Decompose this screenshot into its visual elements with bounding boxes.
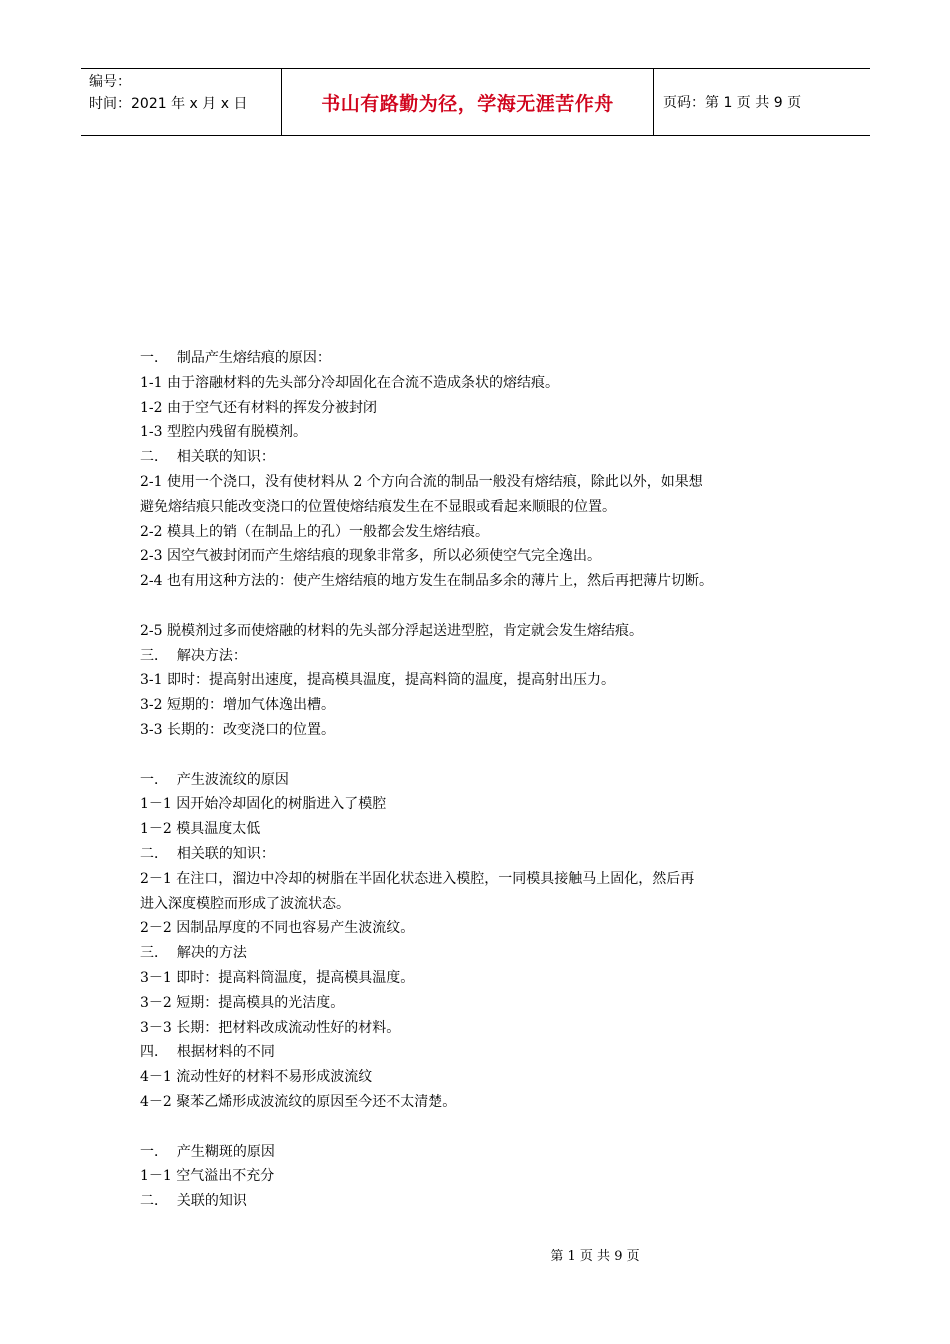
text-line: 2－1 在注口，溜边中冷却的树脂在半固化状态进入模腔，一同模具接触马上固化，然后再 bbox=[140, 870, 695, 887]
text-line: 1-2 由于空气还有材料的挥发分被封闭 bbox=[140, 399, 377, 416]
text-line: 1-1 由于溶融材料的先头部分冷却固化在合流不造成条状的熔结痕。 bbox=[140, 374, 559, 391]
text-line: 3－1 即时：提高料筒温度，提高模具温度。 bbox=[140, 969, 415, 986]
blank-line bbox=[140, 594, 840, 619]
text-line: 一． 产生糊斑的原因 bbox=[140, 1143, 275, 1160]
text-line: 二． 关联的知识 bbox=[140, 1193, 247, 1210]
text-line: 2-3 因空气被封闭而产生熔结痕的现象非常多，所以必须使空气完全逸出。 bbox=[140, 548, 601, 565]
text-line: 一． 产生波流纹的原因 bbox=[140, 771, 289, 788]
text-line: 1－1 因开始冷却固化的树脂进入了模腔 bbox=[140, 796, 387, 813]
text-line: 4－2 聚苯乙烯形成波流纹的原因至今还不太清楚。 bbox=[140, 1093, 457, 1110]
text-line: 3－2 短期：提高模具的光洁度。 bbox=[140, 994, 345, 1011]
text-line: 进入深度模腔而形成了波流状态。 bbox=[140, 895, 350, 912]
text-line: 1－2 模具温度太低 bbox=[140, 821, 261, 838]
header-motto-cell bbox=[282, 69, 654, 135]
text-line: 4－1 流动性好的材料不易形成波流纹 bbox=[140, 1069, 373, 1086]
text-line: 三． 解决方法： bbox=[140, 647, 247, 664]
document-body bbox=[140, 346, 840, 1214]
text-line: 3－3 长期：把材料改成流动性好的材料。 bbox=[140, 1019, 401, 1036]
text-line: 3-2 短期的：增加气体逸出槽。 bbox=[140, 697, 335, 714]
header-meta bbox=[81, 69, 282, 135]
text-line: 一． 制品产生熔结痕的原因： bbox=[140, 350, 331, 366]
blank-line bbox=[140, 743, 840, 768]
motto-text: 书山有路勤为径，学海无涯苦作舟 bbox=[321, 92, 614, 115]
text-line: 2-4 也有用这种方法的：使产生熔结痕的地方发生在制品多余的薄片上，然后再把薄片切断。 bbox=[140, 573, 713, 590]
text-line: 1-3 型腔内残留有脱模剂。 bbox=[140, 424, 307, 441]
text-line: 避免熔结痕只能改变浇口的位置使熔结痕发生在不显眼或看起来顺眼的位置。 bbox=[140, 498, 616, 515]
number-label: 编号： bbox=[89, 74, 131, 90]
page-header bbox=[81, 68, 870, 136]
text-line: 3-1 即时：提高射出速度，提高模具温度，提高料筒的温度，提高射出压力。 bbox=[140, 672, 615, 689]
time-label: 时间：2021 年 x 月 x 日 bbox=[89, 96, 248, 112]
header-page-cell bbox=[654, 69, 870, 135]
text-line: 3-3 长期的：改变浇口的位置。 bbox=[140, 721, 335, 738]
text-line: 四． 根据材料的不同 bbox=[140, 1044, 275, 1061]
blank-line bbox=[140, 1115, 840, 1140]
text-line: 2-2 模具上的销（在制品上的孔）一般都会发生熔结痕。 bbox=[140, 523, 489, 540]
text-line: 2-1 使用一个浇口，没有使材料从 2 个方向合流的制品一般没有熔结痕，除此以外，如果想 bbox=[140, 473, 703, 490]
text-line: 二． 相关联的知识： bbox=[140, 449, 275, 466]
text-line: 三． 解决的方法 bbox=[140, 945, 247, 962]
page-info: 页码：第 1 页 共 9 页 bbox=[663, 95, 802, 111]
text-line: 1－1 空气溢出不充分 bbox=[140, 1168, 275, 1185]
text-line: 2-5 脱模剂过多而使熔融的材料的先头部分浮起送进型腔，肯定就会发生熔结痕。 bbox=[140, 622, 643, 639]
text-line: 2－2 因制品厚度的不同也容易产生波流纹。 bbox=[140, 920, 415, 937]
text-line: 二． 相关联的知识： bbox=[140, 845, 275, 862]
page-footer: 第 1 页 共 9 页 bbox=[550, 1249, 640, 1264]
